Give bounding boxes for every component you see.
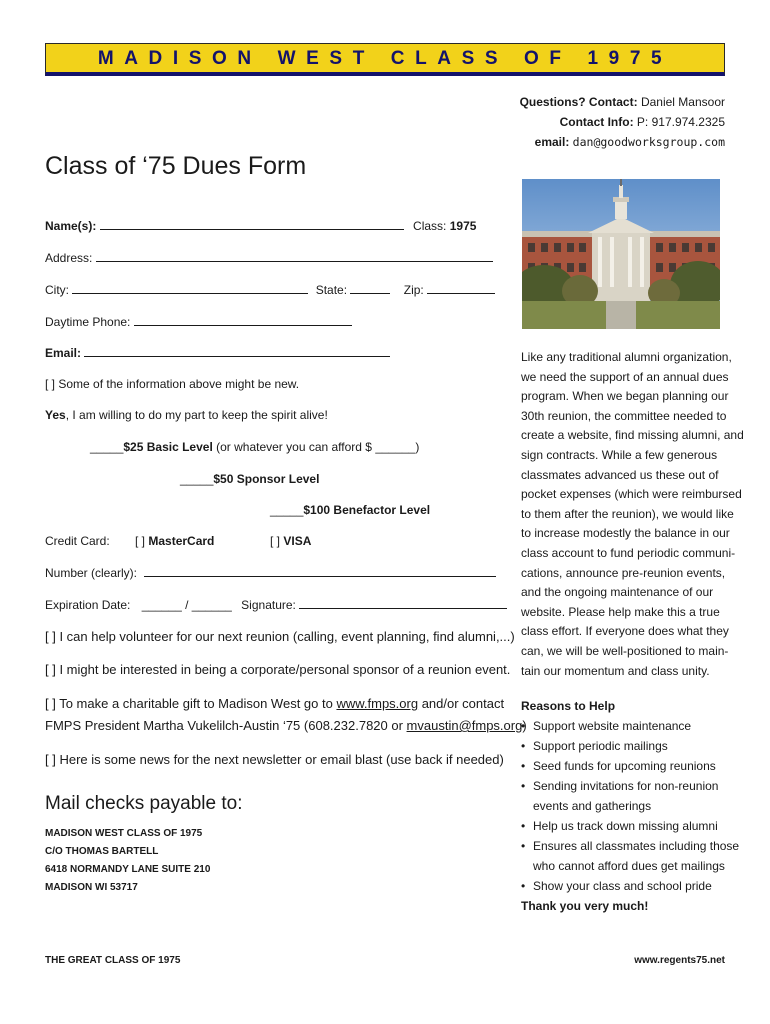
sidebar-intro-line: Like any traditional alumni organization, <box>521 350 732 364</box>
email-field-label: Email: <box>45 346 82 360</box>
sidebar-intro-line: cations, announce pre-reunion events, <box>521 565 726 580</box>
email-link[interactable]: dan@goodworksgroup.com <box>572 135 725 149</box>
level-25-label: $25 Basic Level <box>123 440 213 454</box>
level-25[interactable] <box>90 440 419 454</box>
city-label: City: <box>45 283 69 297</box>
zip-field[interactable] <box>427 283 495 294</box>
level-50-label: $50 Sponsor Level <box>213 472 320 486</box>
contact-info-label: Contact Info: <box>559 115 634 129</box>
sidebar-intro-line: pocket expenses (which were reimbursed <box>521 487 742 502</box>
contact-phone: P: 917.974.2325 <box>636 115 725 129</box>
reason-item: • Support periodic mailings <box>533 739 668 753</box>
sidebar-intro-line: website. Please help make this a true <box>521 604 720 619</box>
phone-row <box>45 315 352 329</box>
sidebar-intro-line: to them after the reunion), we would like <box>521 506 734 521</box>
mastercard-label: MasterCard <box>148 534 215 548</box>
email-label: email: <box>534 135 570 149</box>
visa-option[interactable] <box>270 534 311 548</box>
names-label: Name(s): <box>45 219 97 233</box>
state-field[interactable] <box>350 283 390 294</box>
visa-checkbox[interactable]: [ ] <box>270 534 281 548</box>
address-field[interactable] <box>96 251 493 262</box>
mail-title: Mail checks payable to: <box>45 793 243 814</box>
state-label: State: <box>315 283 348 297</box>
card-number-row <box>45 566 496 580</box>
reason-item-continued: events and gatherings <box>533 799 652 813</box>
yes-label: Yes <box>45 408 66 422</box>
news-checkbox[interactable]: [ ] Here is some news for the next newsletter or email blast (use back if needed) <box>45 752 504 767</box>
footer-website-link[interactable]: www.regents75.net <box>634 955 725 966</box>
reason-item-continued: who cannot afford dues get mailings <box>533 859 725 873</box>
phone-field[interactable] <box>134 315 352 326</box>
sponsor-checkbox[interactable]: [ ] I might be interested in being a corporate/personal sponsor of a reunion event. <box>45 662 511 677</box>
fmps-link[interactable]: www.fmps.org <box>336 696 419 711</box>
title-banner <box>45 43 725 76</box>
banner-title: MADISON WEST CLASS OF 1975 <box>97 48 673 69</box>
mastercard-option[interactable] <box>135 534 214 548</box>
credit-card-label: Credit Card: <box>45 534 110 548</box>
reasons-title: Reasons to Help <box>521 699 616 713</box>
expiration-label: Expiration Date: <box>45 598 131 612</box>
level-50[interactable] <box>180 472 319 486</box>
charity-text-1: [ ] To make a charitable gift to Madison West go to <box>45 696 337 711</box>
sidebar-intro-line: we need the support of an annual dues <box>521 369 729 384</box>
mail-address-line: C/O THOMAS BARTELL <box>45 846 159 857</box>
thanks-text: Thank you very much! <box>521 899 649 913</box>
mail-address-line: MADISON WEST CLASS OF 1975 <box>45 828 203 839</box>
names-row <box>45 219 476 233</box>
sidebar-intro-line: and the ongoing maintenance of our <box>521 585 714 600</box>
level-100[interactable] <box>270 503 430 517</box>
charity-text-3: FMPS President Martha Vukelilch-Austin ‘75 (608.232.7820 or <box>45 718 407 733</box>
charity-text-2: and/or contact <box>418 696 505 711</box>
reason-item: • Help us track down missing alumni <box>533 819 718 833</box>
school-building-photo <box>522 179 720 329</box>
level-25-note: (or whatever you can afford $ ______) <box>212 440 420 454</box>
questions-label: Questions? Contact: <box>519 95 638 109</box>
email-field[interactable] <box>84 346 390 357</box>
sidebar-intro-line: create a website, find missing alumni, and <box>521 428 744 443</box>
class-label: Class: <box>413 219 447 233</box>
address-row <box>45 251 493 265</box>
willing-statement <box>45 408 328 422</box>
reason-item: • Ensures all classmates including those <box>533 839 739 853</box>
sidebar-intro-line: sign contracts. While a few generous <box>521 448 718 462</box>
reason-item: • Sending invitations for non-reunion <box>533 779 718 793</box>
sidebar-intro-line: to increase modestly the balance in our <box>521 526 730 541</box>
reason-item: • Support website maintenance <box>533 719 691 733</box>
visa-label: VISA <box>283 534 312 548</box>
mail-address-line: MADISON WI 53717 <box>45 882 138 893</box>
expiration-field[interactable]: ______ / ______ <box>141 598 232 612</box>
expiration-row <box>45 598 507 612</box>
questions-name: Daniel Mansoor <box>640 95 725 109</box>
mail-address-line: 6418 NORMANDY LANE SUITE 210 <box>45 864 211 875</box>
sidebar-intro-line: 30th reunion, the committee needed to <box>521 408 727 423</box>
phone-label: Daytime Phone: <box>45 315 131 329</box>
sidebar-intro-line: classmates advanced us these out of <box>521 467 719 482</box>
signature-label: Signature: <box>241 598 296 612</box>
city-row <box>45 283 495 297</box>
mvaustin-email-link[interactable]: mvaustin@fmps.org <box>406 718 523 733</box>
sidebar-intro-line: tain our momentum and class unity. <box>521 663 710 678</box>
charity-text-4: ) <box>522 718 527 733</box>
card-number-field[interactable] <box>144 566 496 577</box>
reason-item: • Show your class and school pride <box>533 879 712 893</box>
sidebar-intro-line: class account to fund periodic communi- <box>521 546 736 560</box>
level-100-label: $100 Benefactor Level <box>303 503 431 517</box>
level-25-blank: _____ <box>90 440 124 454</box>
charity-line-2 <box>45 718 527 733</box>
names-field[interactable] <box>100 219 404 230</box>
contact-email <box>535 135 725 149</box>
card-number-label: Number (clearly): <box>45 566 138 580</box>
zip-label: Zip: <box>403 283 424 297</box>
contact-info <box>560 115 725 129</box>
questions-contact <box>520 95 725 109</box>
footer-left: THE GREAT CLASS OF 1975 <box>45 955 181 966</box>
level-100-blank: _____ <box>270 503 304 517</box>
sidebar-intro-line: program. When we began planning our <box>521 389 729 404</box>
email-row <box>45 346 390 360</box>
volunteer-checkbox[interactable]: [ ] I can help volunteer for our next reunion (calling, event planning, find alumni,...) <box>45 629 515 644</box>
form-title: Class of ‘75 Dues Form <box>45 152 307 180</box>
signature-field[interactable] <box>299 598 507 609</box>
info-changed-checkbox[interactable]: [ ] Some of the information above might be new. <box>45 377 300 391</box>
address-label: Address: <box>45 251 93 265</box>
charity-line-1[interactable] <box>45 696 504 711</box>
sidebar-intro-line: can, we will be well-positioned to main- <box>521 644 729 658</box>
mastercard-checkbox[interactable]: [ ] <box>135 534 146 548</box>
reason-item: • Seed funds for upcoming reunions <box>533 759 716 773</box>
yes-text: , I am willing to do my part to keep the spirit alive! <box>65 408 328 422</box>
sidebar-intro-line: class effort. If everyone does what they <box>521 624 729 639</box>
level-50-blank: _____ <box>180 472 214 486</box>
class-value: 1975 <box>449 219 477 233</box>
city-field[interactable] <box>72 283 308 294</box>
